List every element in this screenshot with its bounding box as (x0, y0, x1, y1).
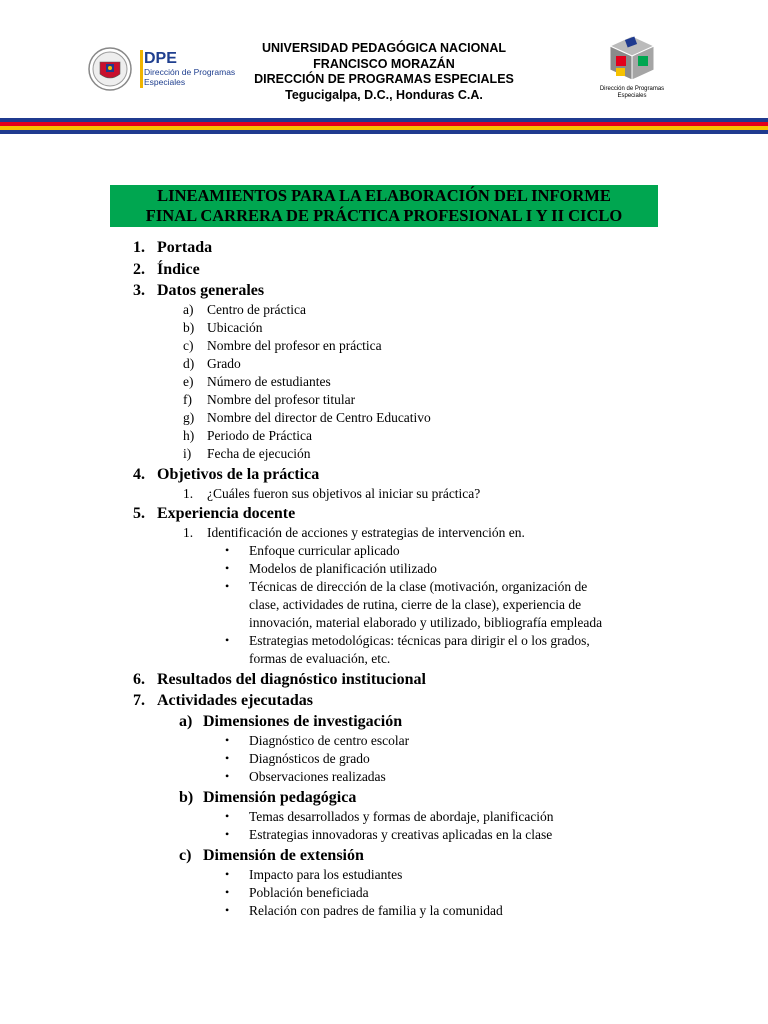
list-item: d) Grado (183, 356, 241, 371)
title-line-2: FINAL CARRERA DE PRÁCTICA PROFESIONAL I Y II CICLO (145, 206, 623, 225)
section-number: 3. (133, 282, 145, 299)
university-seal-icon (88, 44, 132, 94)
dpe-title: DPE (144, 50, 177, 67)
dpe-subtitle: Dirección de Programas Especiales (144, 67, 236, 87)
section-actividades-ejecutadas (133, 692, 313, 710)
section-label: Experiencia docente (157, 505, 296, 522)
section-label: Portada (157, 239, 213, 256)
section-number: 7. (133, 692, 145, 709)
section-indice (133, 261, 200, 279)
subsection-number: a) (179, 713, 193, 730)
page-header (0, 0, 768, 116)
bullet-icon: • (225, 885, 230, 899)
bullet-icon: • (225, 751, 230, 765)
cube-logo-caption: Dirección de Programas Especiales (599, 86, 665, 99)
subsection-pedagogica (179, 789, 356, 807)
bullet-icon: • (225, 827, 230, 841)
list-item: i) Fecha de ejecución (183, 446, 311, 461)
bullet-icon: • (225, 903, 230, 917)
bullet-icon: • (225, 769, 230, 783)
list-item: b) Ubicación (183, 320, 263, 335)
subsection-number: b) (179, 789, 194, 806)
list-item: 1. ¿Cuáles fueron sus objetivos al iniciar su práctica? (183, 486, 481, 501)
list-item: a) Centro de práctica (183, 302, 306, 317)
section-label: Datos generales (157, 282, 265, 299)
section-number: 6. (133, 671, 145, 688)
section-objetivos (133, 466, 319, 484)
subsection-investigacion (179, 713, 402, 731)
section-number: 1. (133, 239, 145, 256)
section-datos-generales (133, 282, 264, 300)
bullet-icon: • (225, 633, 230, 647)
heading-line-1: UNIVERSIDAD PEDAGÓGICA NACIONAL (262, 41, 506, 55)
bullet-icon: • (225, 733, 230, 747)
section-label: Actividades ejecutadas (157, 692, 313, 709)
section-number: 5. (133, 505, 145, 522)
section-label: Resultados del diagnóstico institucional (157, 671, 426, 688)
subsection-extension (179, 847, 364, 865)
heading-line-3: DIRECCIÓN DE PROGRAMAS ESPECIALES (254, 72, 514, 86)
list-item: g) Nombre del director de Centro Educativo (183, 410, 431, 425)
list-item: h) Periodo de Práctica (183, 428, 312, 443)
section-number: 4. (133, 466, 145, 483)
section-resultados-diagnostico (133, 671, 426, 689)
title-line-1: LINEAMIENTOS PARA LA ELABORACIÓN DEL INFORME (157, 186, 611, 205)
bullet-icon: • (225, 579, 230, 593)
subsection-number: c) (179, 847, 192, 864)
dpe-accent-bar (140, 50, 143, 88)
section-experiencia-docente (133, 505, 295, 523)
heading-line-2: FRANCISCO MORAZÁN (313, 56, 455, 71)
section-label: Índice (157, 261, 200, 278)
subsection-label: Dimensiones de investigación (203, 713, 403, 730)
section-portada (133, 239, 212, 257)
dpe-cube-logo (596, 34, 668, 104)
subsection-label: Dimensión pedagógica (203, 789, 357, 806)
list-item: f) Nombre del profesor titular (183, 392, 356, 407)
stripe-4 (0, 130, 768, 134)
subsection-label: Dimensión de extensión (203, 847, 364, 864)
list-item: 1. Identificación de acciones y estrategias de intervención en. (183, 525, 525, 540)
institution-heading (200, 41, 568, 103)
bullet-icon: • (225, 809, 230, 823)
section-number: 2. (133, 261, 145, 278)
list-item: c) Nombre del profesor en práctica (183, 338, 382, 353)
bullet-icon: • (225, 867, 230, 881)
heading-line-4: Tegucigalpa, D.C., Honduras C.A. (285, 87, 483, 102)
bullet-icon: • (225, 543, 230, 557)
section-label: Objetivos de la práctica (157, 466, 320, 483)
list-item: e) Número de estudiantes (183, 374, 331, 389)
cube-icon (596, 34, 668, 90)
bullet-icon: • (225, 561, 230, 575)
header-stripes (0, 118, 768, 134)
document-title (110, 185, 658, 227)
